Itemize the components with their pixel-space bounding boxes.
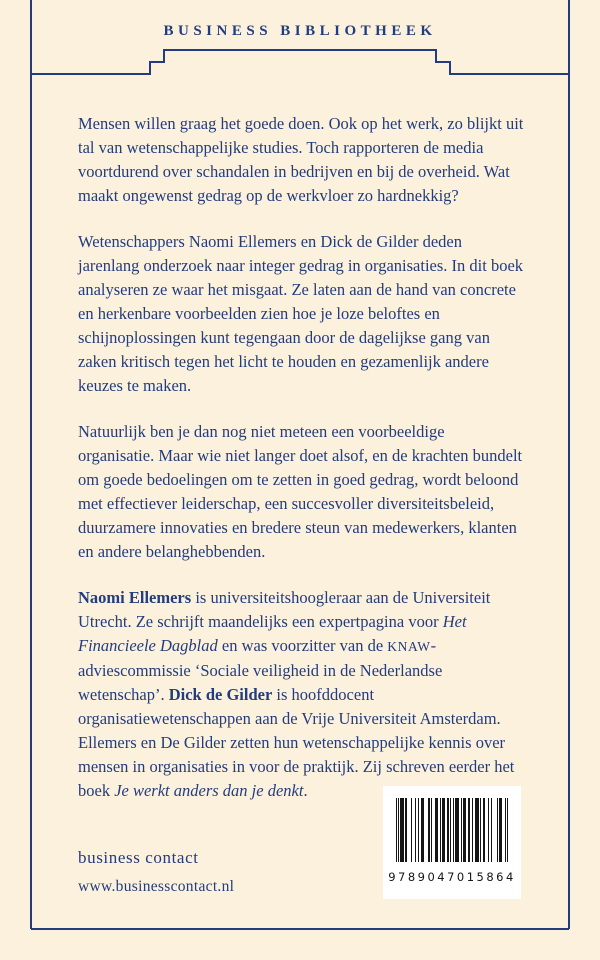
bio-text-segment: is hoofddocent organisatiewetenschappen aan de Vrije Universiteit Amsterdam. Ellemers en De Gilder zetten hun wetenschappelijke kennis over mensen in organisaties in voor de praktijk. Zij schreven eerder het boek <box>78 685 515 800</box>
bio-text-segment: Je werkt anders dan je denkt <box>114 781 304 800</box>
author-bio <box>78 586 524 803</box>
back-cover-blurb <box>78 112 524 803</box>
barcode-number: 9789047015864 <box>388 870 516 884</box>
bio-text-segment: Naomi Ellemers <box>78 588 192 607</box>
blurb-paragraph-2: Wetenschappers Naomi Ellemers en Dick de Gilder deden jarenlang onderzoek naar integer gedrag in organisaties. In dit boek analyseren ze waar het misgaat. Ze laten aan de hand van concrete en herkenbare voorbeelden zien hoe je loze beloftes en schijnoplossingen kunt tegengaan door de dagelijkse gang van zaken kritisch tegen het licht te houden en gezamenlijk andere keuzes te maken. <box>78 232 524 395</box>
bio-text-segment: Het Financieele Dagblad <box>78 612 467 655</box>
blurb-paragraph-1: Mensen willen graag het goede doen. Ook op het werk, zo blijkt uit tal van wetenschappelijke studies. Toch rapporteren de media voortdurend over schandalen in bedrijven en bij de overheid. Wat maakt ongewenst gedrag op de werkvloer zo hardnekkig? <box>78 114 524 205</box>
bio-text-segment: KNAW <box>387 639 431 654</box>
bio-text-segment: en was voorzitter van de <box>217 636 388 655</box>
barcode <box>383 786 521 899</box>
series-title: BUSINESS BIBLIOTHEEK <box>163 23 437 39</box>
bio-text-segment: is universiteitshoogleraar aan de Universiteit Utrecht. Ze schrijft maandelijks een expertpagina voor <box>78 588 491 631</box>
blurb-paragraph-3: Natuurlijk ben je dan nog niet meteen een voorbeeldige organisatie. Maar wie niet langer doet alsof, en de krachten bundelt om goede bedoelingen om te zetten in goed gedrag, wordt beloond met effectiever leiderschap, een succesvoller diversiteitsbeleid, duurzamere innovaties en bredere steun van medewerkers, klanten en andere belanghebbenden. <box>78 422 523 561</box>
bio-text-segment: Dick de Gilder <box>168 685 273 704</box>
publisher-name: business contact <box>78 848 199 867</box>
publisher-website: www.businesscontact.nl <box>78 878 235 895</box>
bio-text-segment: . <box>303 781 308 800</box>
barcode-bars <box>396 798 509 862</box>
bio-text-segment: -adviescommissie ‘Sociale veiligheid in de Nederlandse wetenschap’. <box>78 636 443 704</box>
